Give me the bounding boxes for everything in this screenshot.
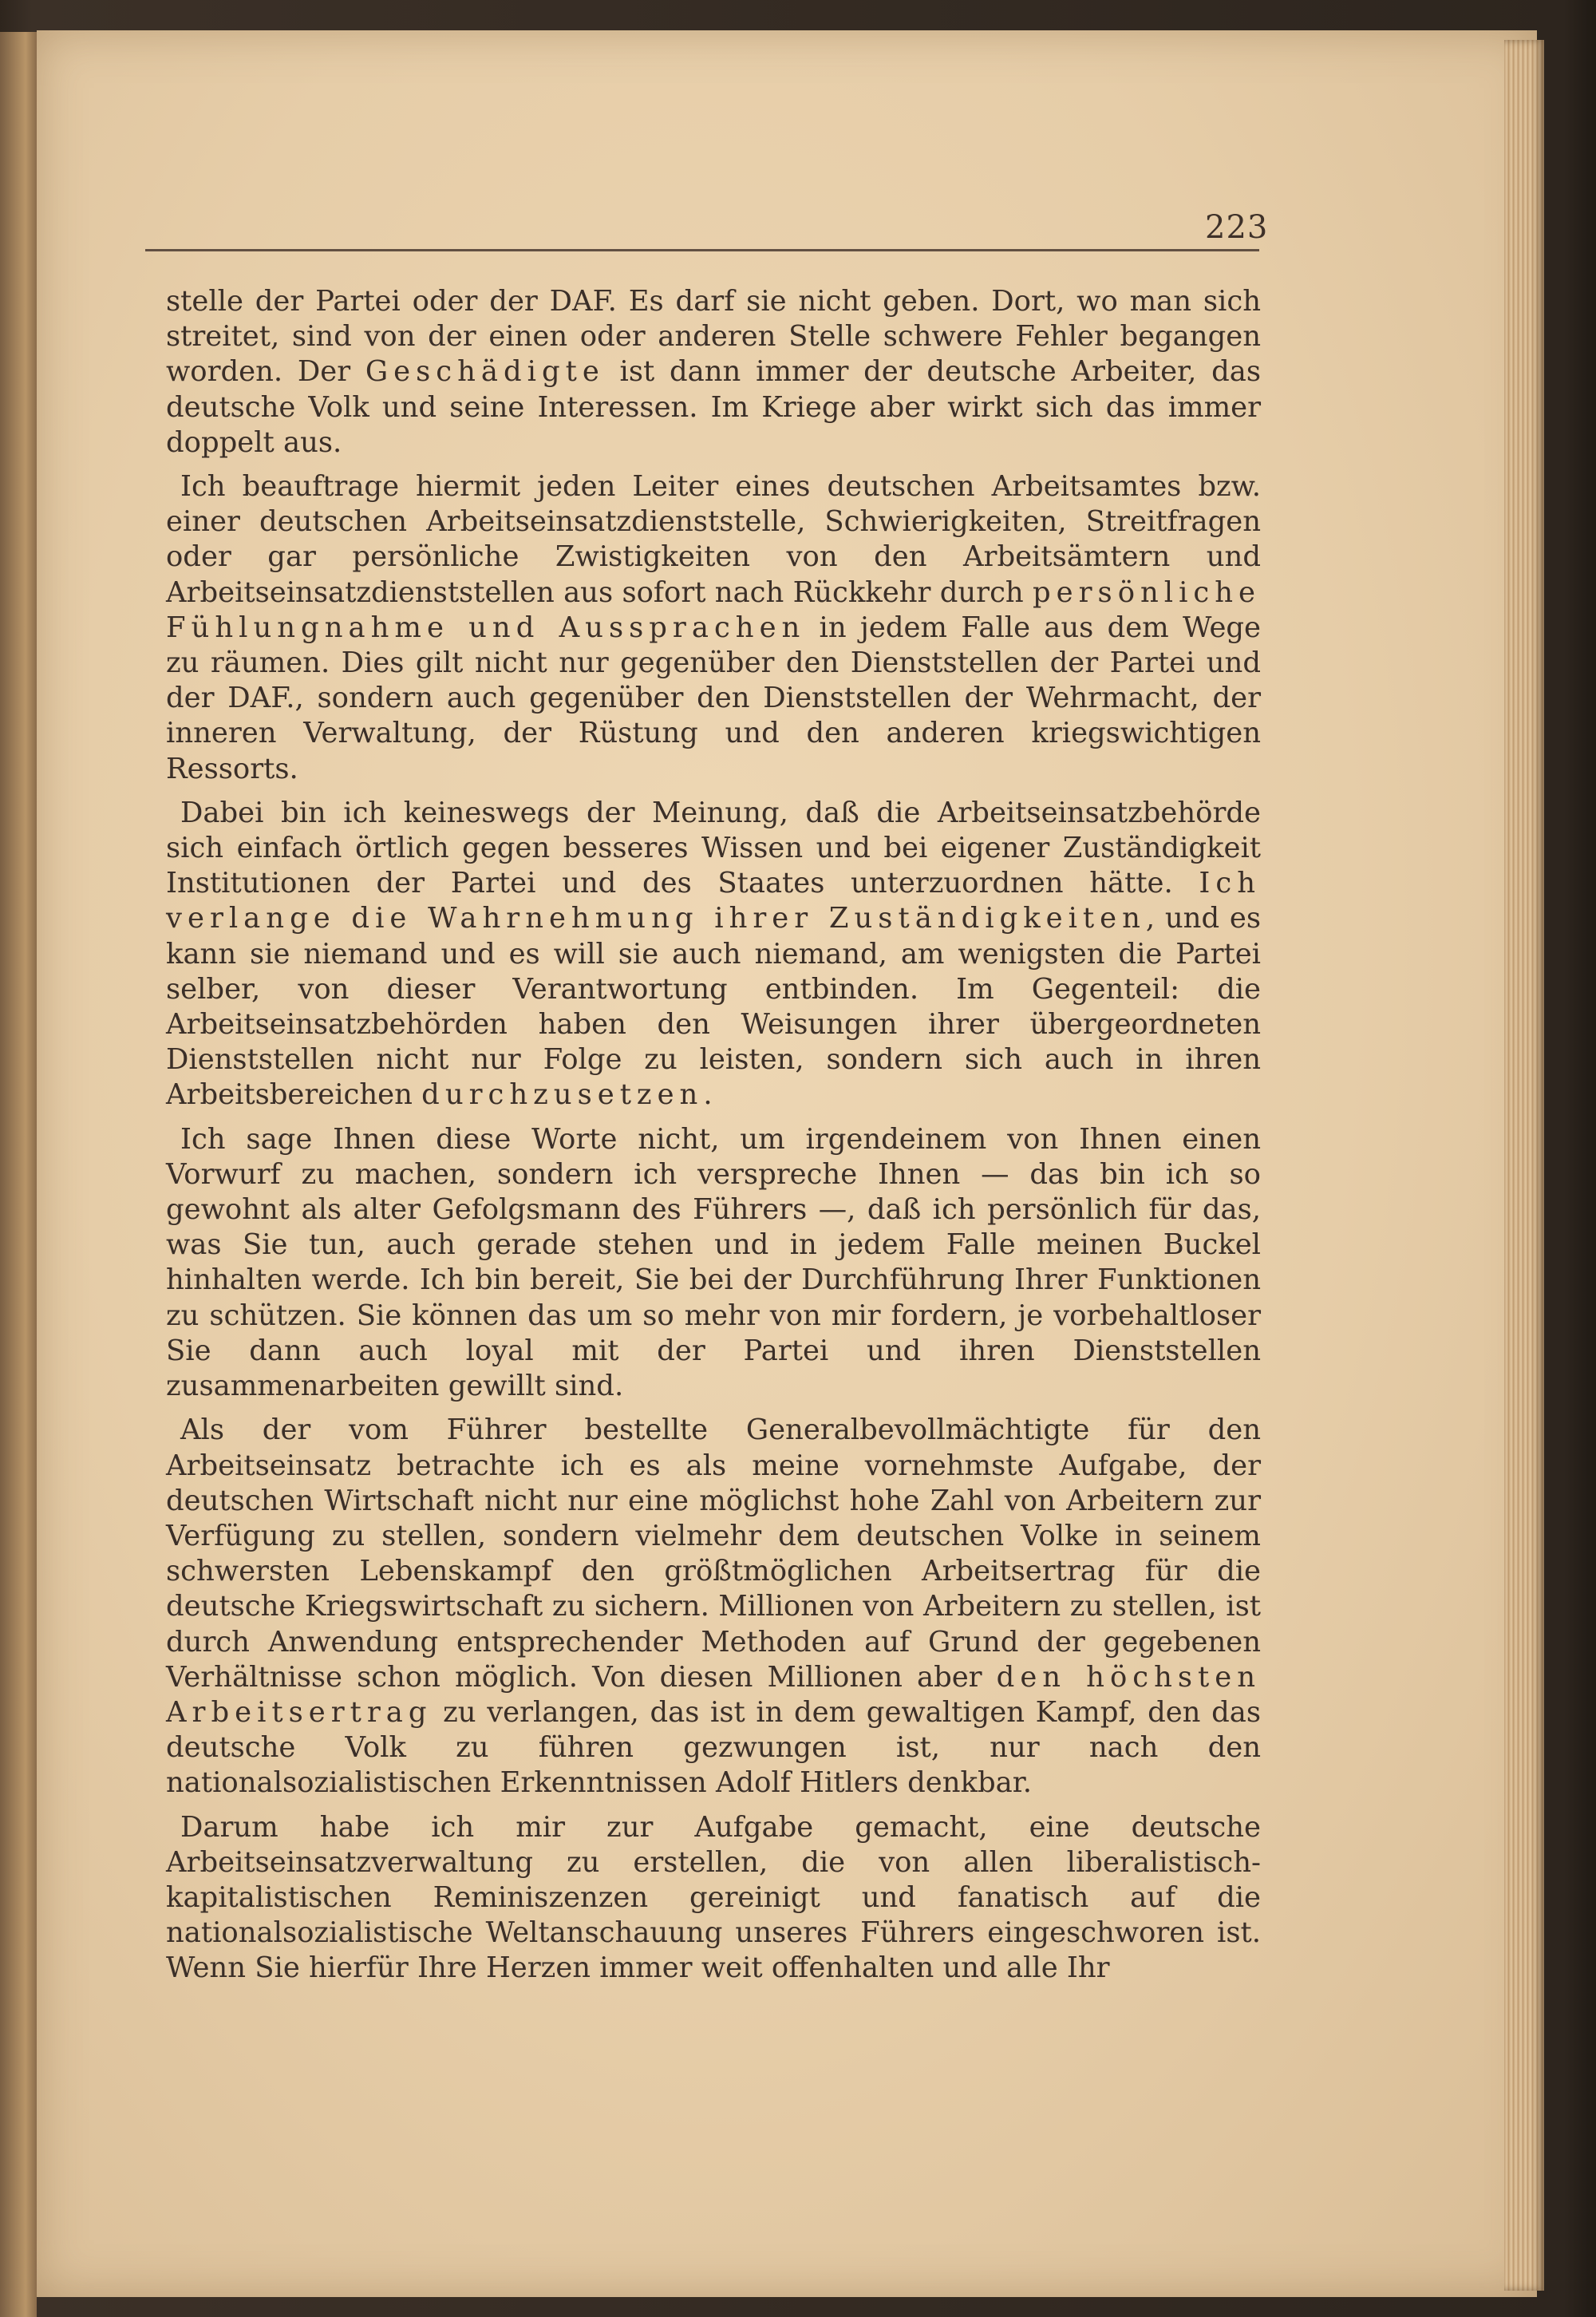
page-number: 223 bbox=[1205, 209, 1269, 246]
previous-page-edge bbox=[0, 32, 37, 2317]
paragraph-1: stelle der Partei oder der DAF. Es darf sie nicht geben. Dort, wo man sich streitet, sind von der einen oder anderen Stelle schwere Fehler begangen worden. Der Geschädigte ist dann immer der deutsche Arbeiter, das deutsche Volk und seine Interessen. Im Kriege aber wirkt sich das immer doppelt aus. bbox=[166, 285, 1261, 459]
body-text bbox=[166, 284, 1261, 1995]
spaced-emphasis: durchzusetzen bbox=[421, 1078, 704, 1112]
header-rule bbox=[145, 249, 1259, 251]
paragraph-3: Dabei bin ich keineswegs der Meinung, daß die Arbeitseinsatzbehörde sich einfach örtlich gegen besseres Wissen und bei eigener Zuständigkeit Institutionen der Partei und des Staates unterzuordnen hätte. Ich verlange die Wahrnehmung ihrer Zuständigkeiten, und es kann sie niemand und es will sie auch niemand, am wenigsten die Partei selber, von dieser Verantwortung entbinden. Im Gegenteil: die Arbeitseinsatzbehörden haben den Weisungen ihrer übergeordneten Dienststellen nicht nur Folge zu leisten, sondern sich auch in ihren Arbeitsbereichen durchzusetzen. bbox=[166, 796, 1261, 1112]
spaced-emphasis: Geschädigte bbox=[365, 355, 605, 389]
spaced-emphasis: Ich verlange die Wahrnehmung ihrer Zuständigkeiten bbox=[166, 867, 1261, 935]
paragraph-2: Ich beauftrage hiermit jeden Leiter eines deutschen Arbeitsamtes bzw. einer deutschen Arbeitseinsatzdienststelle, Schwierigkeiten, Streitfragen oder gar persönliche Zwistigkeiten von den Arbeitsämtern und Arbeitseinsatzdienststellen aus sofort nach Rückkehr durch persönliche Fühlungnahme und Aussprachen in jedem Falle aus dem Wege zu räumen. Dies gilt nicht nur gegenüber den Dienststellen der Partei und der DAF., sondern auch gegenüber den Dienststellen der Wehrmacht, der inneren Verwaltung, der Rüstung und den anderen kriegswichtigen Ressorts. bbox=[166, 470, 1261, 785]
paragraph-4: Ich sage Ihnen diese Worte nicht, um irgendeinem von Ihnen einen Vorwurf zu machen, sondern ich verspreche Ihnen — das bin ich so gewohnt als alter Gefolgsmann des Führers —, daß ich persönlich für das, was Sie tun, auch gerade stehen und in jedem Falle meinen Buckel hinhalten werde. Ich bin bereit, Sie bei der Durchführung Ihrer Funktionen zu schützen. Sie können das um so mehr von mir fordern, je vorbehaltloser Sie dann auch loyal mit der Partei und ihren Dienststellen zusammenarbeiten gewillt sind. bbox=[166, 1122, 1261, 1403]
paragraph-6: Darum habe ich mir zur Aufgabe gemacht, eine deutsche Arbeitseinsatzverwaltung zu erstellen, die von allen liberalistisch-kapitalistischen Reminiszenzen gereinigt und fanatisch auf die nationalsozialistische Weltanschauung unseres Führers eingeschworen ist. Wenn Sie hierfür Ihre Herzen immer weit offenhalten und alle Ihr bbox=[166, 1810, 1261, 1985]
spaced-emphasis: persönliche Fühlungnahme und Aussprachen bbox=[166, 575, 1261, 644]
spaced-emphasis: den höchsten Arbeitsertrag bbox=[166, 1660, 1261, 1729]
paragraph-5: Als der vom Führer bestellte Generalbevollmächtigte für den Arbeitseinsatz betrachte ich es als meine vornehmste Aufgabe, der deutschen Wirtschaft nicht nur eine möglichst hohe Zahl von Arbeitern zur Verfügung zu stellen, sondern vielmehr dem deutschen Volke in seinem schwersten Lebenskampf den größtmöglichen Arbeitsertrag für die deutsche Kriegswirtschaft zu sichern. Millionen von Arbeitern zu stellen, ist durch Anwendung entsprechender Methoden auf Grund der gegebenen Verhältnisse schon möglich. Von diesen Millionen aber den höchsten Arbeitsertrag zu verlangen, das ist in dem gewaltigen Kampf, den das deutsche Volk zu führen gezwungen ist, nur nach den nationalsozialistischen Erkenntnissen Adolf Hitlers denkbar. bbox=[166, 1414, 1261, 1800]
page-stack-edge bbox=[1504, 40, 1544, 2291]
